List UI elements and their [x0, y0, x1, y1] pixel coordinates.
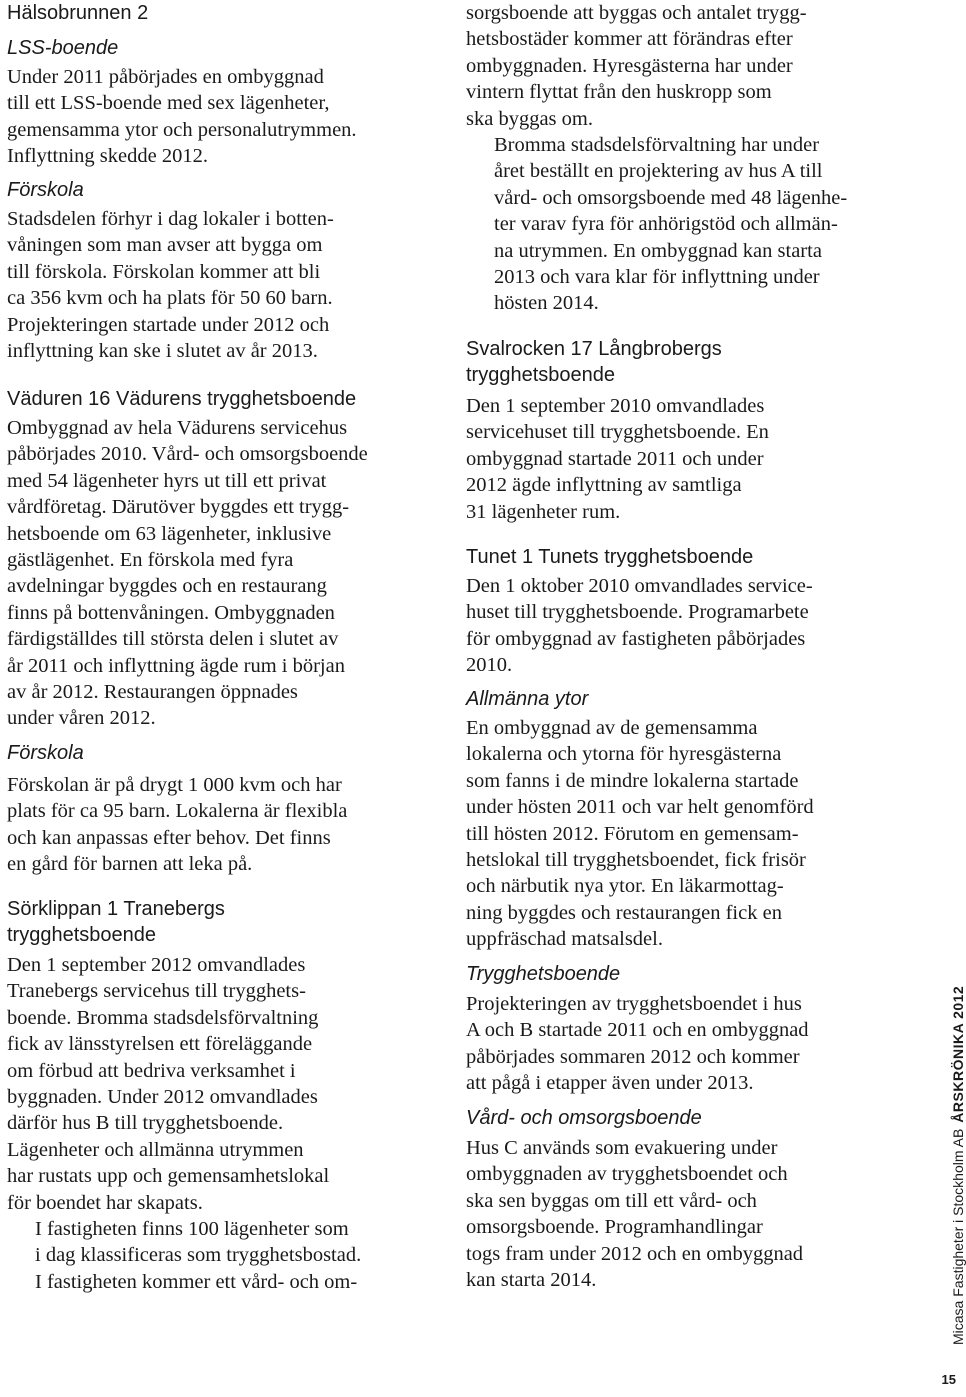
text-line: avdelningar byggdes och en restaurang	[7, 575, 327, 598]
text-line: hetsboende om 63 lägenheter, inklusive	[7, 522, 332, 545]
text-line: därför hus B till trygghetsboende.	[7, 1112, 284, 1135]
text-line: 31 lägenheter rum.	[466, 500, 621, 523]
text-line: påbörjades sommaren 2012 och kommer	[466, 1045, 800, 1068]
text-line: A och B startade 2011 och en ombyggnad	[466, 1019, 809, 1042]
text-line: huset till trygghetsboende. Programarbete	[466, 601, 809, 624]
text-line: trygghetsboende	[466, 364, 616, 386]
text-line: Inflyttning skedde 2012.	[7, 145, 208, 168]
text-line: Förskolan är på drygt 1 000 kvm och har	[7, 774, 342, 796]
text-line: och närbutik nya ytor. En läkarmottag-	[466, 875, 784, 898]
text-line: fick av länsstyrelsen ett föreläggande	[7, 1033, 313, 1056]
text-line: av år 2012. Restaurangen öppnades	[7, 681, 298, 704]
allmanna-ytor-heading: Allmänna ytor	[466, 688, 589, 710]
vaduren-paragraph	[7, 415, 427, 732]
text-line: Ombyggnad av hela Vädurens servicehus	[7, 417, 348, 439]
text-line: Svalrocken 17 Långbrobergs	[466, 338, 722, 360]
text-line: till hösten 2012. Förutom en gemensam-	[466, 822, 799, 845]
text-line: Den 1 september 2012 omvandlades	[7, 954, 306, 976]
text-line: Hus C används som evakuering under	[466, 1137, 778, 1159]
text-line: ska sen byggas om till ett vård- och	[466, 1189, 757, 1212]
text-line: Under 2011 påbörjades en ombyggnad	[7, 66, 324, 88]
text-line: gemensamma ytor och personalutrymmen.	[7, 118, 357, 141]
text-line: ombyggnad startade 2011 och under	[466, 447, 764, 470]
sidebar-running-title	[950, 986, 966, 1345]
text-line: trygghetsboende	[7, 924, 157, 946]
lss-paragraph	[7, 64, 427, 170]
text-line: en gård för barnen att leka på.	[7, 853, 253, 876]
tunet-heading: Tunet 1 Tunets trygghetsboende	[466, 546, 754, 568]
text-line: hösten 2014.	[494, 292, 599, 315]
text-line: kan starta 2014.	[466, 1269, 597, 1292]
text-line: till ett LSS-boende med sex lägenheter,	[7, 92, 330, 115]
trygghetsboende-heading: Trygghetsboende	[466, 963, 621, 985]
text-line: 2012 ägde inflyttning av samtliga	[466, 474, 742, 497]
text-line: hetslokal till trygghetsboendet, fick frisör	[466, 849, 806, 872]
forskola-2-heading: Förskola	[7, 742, 84, 764]
continued-paragraph-1	[466, 0, 911, 132]
text-line: uppfräschad matsalsdel.	[466, 928, 663, 951]
sorklippan-paragraph-1	[7, 952, 427, 1216]
vard-omsorgsboende-heading: Vård- och omsorgsboende	[466, 1107, 702, 1129]
text-line: ombyggnaden. Hyresgästerna har under	[466, 54, 793, 77]
page-number: 15	[941, 1372, 956, 1387]
text-line: servicehuset till trygghetsboende. En	[466, 421, 769, 444]
text-line: Stadsdelen förhyr i dag lokaler i botten-	[7, 208, 334, 230]
text-line: ska byggas om.	[466, 107, 593, 130]
text-line: färdigställdes till största delen i slutet av	[7, 628, 339, 651]
allmanna-ytor-paragraph	[466, 715, 911, 953]
text-line: under hösten 2011 och var helt genomförd	[466, 796, 814, 819]
text-line: ning byggdes och restaurangen fick en	[466, 901, 782, 924]
text-line: lokalerna och ytorna för hyresgästerna	[466, 743, 782, 766]
text-line: gästlägenhet. En förskola med fyra	[7, 549, 294, 572]
text-line: sorgsboende att byggas och antalet trygg-	[466, 2, 807, 24]
property-title: Hälsobrunnen 2	[7, 2, 149, 24]
text-line: inflyttning kan ske i slutet av år 2013.	[7, 340, 318, 363]
text-line: Tranebergs servicehus till trygghets-	[7, 980, 306, 1003]
text-line: plats för ca 95 barn. Lokalerna är flexibla	[7, 800, 348, 823]
text-line: I fastigheten finns 100 lägenheter som	[35, 1218, 349, 1240]
text-line: i dag klassificeras som trygghetsbostad.	[35, 1244, 362, 1267]
text-line: vårdföretag. Därutöver byggdes ett trygg-	[7, 496, 350, 519]
forskola-2-paragraph	[7, 772, 427, 878]
svalrocken-heading	[466, 336, 911, 388]
lss-heading: LSS-boende	[7, 37, 119, 59]
text-line: om förbud att bedriva verksamhet i	[7, 1059, 296, 1082]
text-line: ombyggnaden av trygghetsboendet och	[466, 1163, 788, 1186]
text-line: 2013 och vara klar för inflyttning under	[494, 266, 820, 289]
text-line: under våren 2012.	[7, 707, 156, 730]
text-line: ca 356 kvm och ha plats för 50 60 barn.	[7, 287, 333, 310]
vard-omsorgsboende-paragraph	[466, 1135, 911, 1293]
text-line: för ombyggnad av fastigheten påbörjades	[466, 627, 806, 650]
text-line: finns på bottenvåningen. Ombyggnaden	[7, 601, 335, 624]
text-line: I fastigheten kommer ett vård- och om-	[35, 1270, 358, 1293]
text-line: vintern flyttat från den huskropp som	[466, 81, 772, 104]
forskola-paragraph	[7, 206, 427, 364]
text-line: Den 1 oktober 2010 omvandlades service-	[466, 575, 813, 597]
vaduren-heading: Väduren 16 Vädurens trygghetsboende	[7, 388, 357, 410]
continued-paragraph-2	[466, 132, 911, 317]
text-line: år 2011 och inflyttning ägde rum i början	[7, 654, 345, 677]
text-line: och kan anpassas efter behov. Det finns	[7, 826, 331, 849]
text-line: na utrymmen. En ombyggnad kan starta	[494, 239, 822, 262]
text-line: våningen som man avser att bygga om	[7, 234, 323, 257]
text-line: omsorgsboende. Programhandlingar	[466, 1216, 763, 1239]
text-line: året beställt en projektering av hus A till	[494, 160, 823, 183]
text-line: som fanns i de mindre lokalerna startade	[466, 769, 799, 792]
text-line: 2010.	[466, 654, 513, 677]
text-line: att pågå i etapper även under 2013.	[466, 1072, 754, 1095]
text-line: En ombyggnad av de gemensamma	[466, 717, 758, 739]
text-line: Projekteringen av trygghetsboendet i hus	[466, 993, 802, 1015]
text-line: Bromma stadsdelsförvaltning har under	[494, 134, 820, 156]
text-line: togs fram under 2012 och en ombyggnad	[466, 1242, 804, 1265]
svalrocken-paragraph	[466, 393, 911, 525]
trygghetsboende-paragraph	[466, 991, 911, 1097]
text-line: boende. Bromma stadsdelsförvaltning	[7, 1006, 319, 1029]
forskola-heading: Förskola	[7, 179, 84, 201]
company-name: Micasa Fastigheter i Stockholm AB	[950, 1128, 966, 1345]
text-line: har rustats upp och gemensamhetslokal	[7, 1165, 330, 1188]
text-line: med 54 lägenheter hyrs ut till ett privat	[7, 469, 327, 492]
text-line: hetsbostäder kommer att förändras efter	[466, 28, 793, 51]
text-line: för boendet har skapats.	[7, 1191, 203, 1214]
text-line: byggnaden. Under 2012 omvandlades	[7, 1086, 318, 1109]
text-line: Den 1 september 2010 omvandlades	[466, 395, 765, 417]
sorklippan-heading	[7, 896, 427, 948]
text-line: ter varav fyra för anhörigstöd och allmän-	[494, 213, 838, 236]
report-title: ÅRSKRÖNIKA 2012	[950, 985, 966, 1123]
text-line: Projekteringen startade under 2012 och	[7, 313, 330, 336]
text-line: Sörklippan 1 Tranebergs	[7, 898, 225, 920]
sorklippan-paragraph-2	[7, 1216, 427, 1295]
tunet-paragraph	[466, 573, 911, 679]
text-line: vård- och omsorgsboende med 48 lägenhe-	[494, 186, 848, 209]
text-line: Lägenheter och allmänna utrymmen	[7, 1138, 304, 1161]
text-line: till förskola. Förskolan kommer att bli	[7, 260, 321, 283]
text-line: påbörjades 2010. Vård- och omsorgsboende	[7, 443, 368, 466]
